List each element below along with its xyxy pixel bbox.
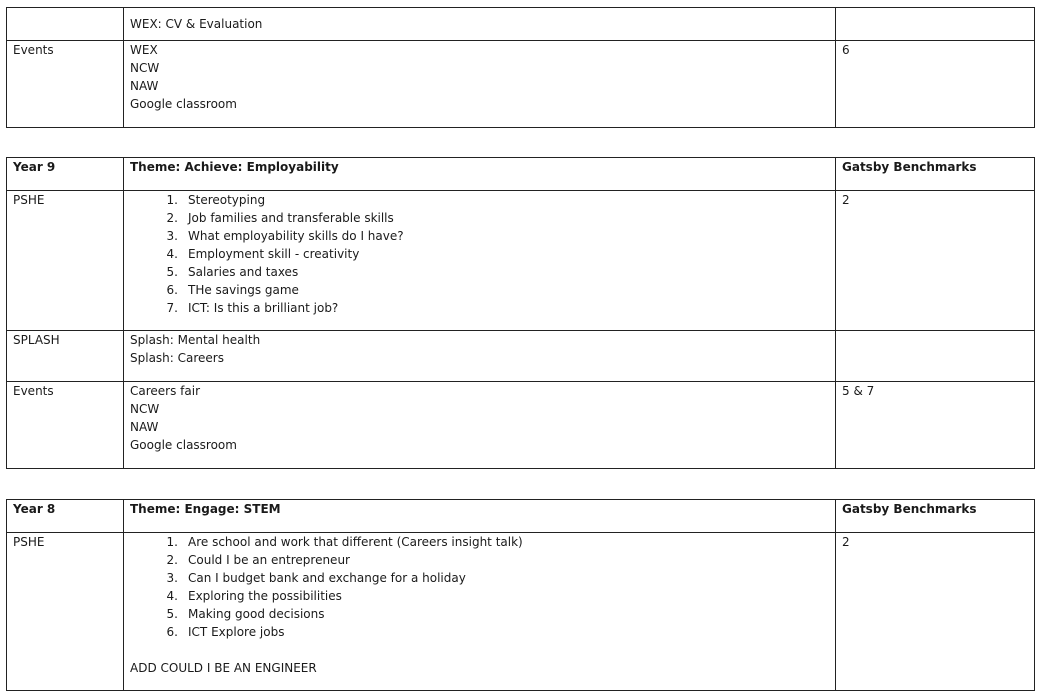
content-line: NCW xyxy=(130,402,160,416)
row-benchmark-cell: 5 & 7 xyxy=(836,382,1035,469)
header-theme: Theme: Achieve: Employability xyxy=(124,158,836,191)
table-continuation xyxy=(6,7,1035,128)
list-item: 1. Are school and work that different (Careers insight talk) xyxy=(166,535,523,549)
list-item: 4. Employment skill - creativity xyxy=(166,247,360,261)
row-label-cell xyxy=(7,8,124,41)
header-year: Year 9 xyxy=(7,158,124,191)
header-benchmarks: Gatsby Benchmarks xyxy=(836,500,1035,533)
row-content-cell xyxy=(124,41,836,128)
content-line: Splash: Careers xyxy=(130,351,224,365)
pshe-list xyxy=(130,191,829,317)
table-row xyxy=(7,41,1035,128)
row-label-pshe: PSHE xyxy=(7,533,124,691)
list-item: 5. Making good decisions xyxy=(166,607,325,621)
row-label-events: Events xyxy=(7,41,124,128)
row-benchmark-cell: 2 xyxy=(836,191,1035,331)
list-item: 7. ICT: Is this a brilliant job? xyxy=(166,301,339,315)
table-row xyxy=(7,191,1035,331)
content-line: Careers fair xyxy=(130,384,201,398)
content-line: WEX: CV & Evaluation xyxy=(130,17,263,31)
row-content-cell xyxy=(124,382,836,469)
list-item: 6. ICT Explore jobs xyxy=(166,625,285,639)
blank-line xyxy=(130,641,829,659)
table-year-8 xyxy=(6,499,1035,691)
content-line: Google classroom xyxy=(130,438,237,452)
row-content-cell xyxy=(124,191,836,331)
list-item: 3. What employability skills do I have? xyxy=(166,229,404,243)
list-item: 5. Salaries and taxes xyxy=(166,265,299,279)
row-benchmark-cell xyxy=(836,8,1035,41)
content-line: NCW xyxy=(130,61,160,75)
list-item: 4. Exploring the possibilities xyxy=(166,589,342,603)
table-row xyxy=(7,8,1035,41)
header-year: Year 8 xyxy=(7,500,124,533)
row-content-cell xyxy=(124,8,836,41)
list-item: 6. THe savings game xyxy=(166,283,299,297)
table-row xyxy=(7,331,1035,382)
header-theme: Theme: Engage: STEM xyxy=(124,500,836,533)
content-line: WEX xyxy=(130,43,158,57)
row-label-events: Events xyxy=(7,382,124,469)
list-item: 2. Could I be an entrepreneur xyxy=(166,553,350,567)
table-header-row xyxy=(7,500,1035,533)
table-header-row xyxy=(7,158,1035,191)
content-line: NAW xyxy=(130,420,159,434)
content-line: NAW xyxy=(130,79,159,93)
row-benchmark-cell: 6 xyxy=(836,41,1035,128)
pshe-note: ADD COULD I BE AN ENGINEER xyxy=(130,661,317,675)
pshe-list xyxy=(130,533,829,641)
table-row xyxy=(7,533,1035,691)
row-label-pshe: PSHE xyxy=(7,191,124,331)
row-content-cell xyxy=(124,533,836,691)
list-item: 3. Can I budget bank and exchange for a holiday xyxy=(166,571,466,585)
table-year-9 xyxy=(6,157,1035,469)
list-item: 2. Job families and transferable skills xyxy=(166,211,394,225)
table-row xyxy=(7,382,1035,469)
row-label-splash: SPLASH xyxy=(7,331,124,382)
content-line: Google classroom xyxy=(130,97,237,111)
list-item: 1. Stereotyping xyxy=(166,193,266,207)
row-benchmark-cell: 2 xyxy=(836,533,1035,691)
row-content-cell xyxy=(124,331,836,382)
header-benchmarks: Gatsby Benchmarks xyxy=(836,158,1035,191)
row-benchmark-cell xyxy=(836,331,1035,382)
content-line: Splash: Mental health xyxy=(130,333,261,347)
